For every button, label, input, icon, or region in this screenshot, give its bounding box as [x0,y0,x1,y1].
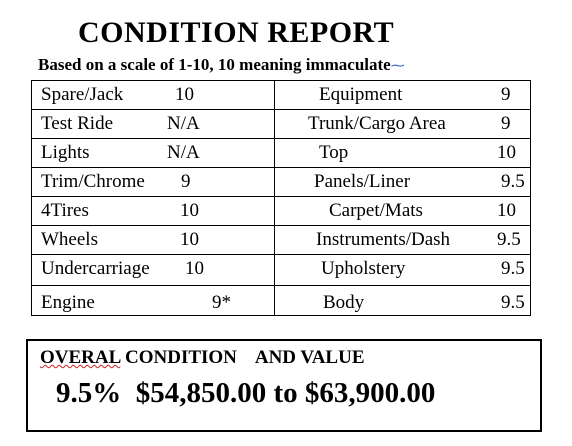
item-label: Spare/Jack [41,84,124,105]
column-divider [274,226,275,254]
item-rating: 10 [180,229,199,250]
item-label: Upholstery [321,258,406,279]
overall-label-word: OVERAL [40,347,121,368]
item-label: Instruments/Dash [316,229,451,250]
spell-squiggle-mark: ⁓ [390,59,405,74]
item-rating: 9 [181,171,191,192]
table-row [32,138,530,167]
scale-subtitle [38,55,405,75]
column-divider [274,197,275,225]
column-divider [274,139,275,167]
item-label: Engine [41,292,95,313]
table-row [32,254,530,285]
item-label: Lights [41,142,90,163]
item-label: Carpet/Mats [329,200,423,221]
item-rating: 10 [175,84,194,105]
item-label: Trunk/Cargo Area [308,113,446,134]
column-divider [274,110,275,138]
item-rating: 10 [180,200,199,221]
item-rating: 10 [497,200,516,221]
item-rating: 9.5 [501,258,525,279]
table-row [32,167,530,196]
item-label: Test Ride [41,113,114,134]
item-label: Body [323,292,365,313]
item-rating: 10 [185,258,204,279]
item-rating: N/A [167,142,200,163]
overall-label-rest: CONDITION AND VALUE [120,347,365,368]
item-rating: 9 [501,113,511,134]
overall-condition-value: 9.5% $54,850.00 to $63,900.00 [56,377,436,409]
table-row [32,196,530,225]
page-title: CONDITION REPORT [78,16,395,49]
item-label: Equipment [319,84,403,105]
item-rating: 9.5 [497,229,521,250]
overall-condition-box [26,339,542,432]
column-divider [274,81,275,109]
table-row [32,109,530,138]
scale-subtitle-text: Based on a scale of 1-10, 10 meaning immaculate [38,55,391,74]
column-divider [274,168,275,196]
item-rating: 9.5 [501,292,525,313]
column-divider [274,286,275,316]
item-label: Wheels [41,229,98,250]
table-row [32,285,530,316]
item-label: Top [319,142,349,163]
item-rating: 9* [212,292,231,313]
item-label: Panels/Liner [314,171,411,192]
item-rating: 9 [501,84,511,105]
item-rating: 9.5 [501,171,525,192]
item-rating: N/A [167,113,200,134]
item-label: Undercarriage [41,258,150,279]
item-rating: 10 [497,142,516,163]
item-label: Trim/Chrome [41,171,145,192]
column-divider [274,255,275,285]
table-row [32,225,530,254]
table-row [32,80,530,109]
overall-condition-label [40,347,365,369]
item-label: 4Tires [41,200,89,221]
condition-table [31,80,531,316]
